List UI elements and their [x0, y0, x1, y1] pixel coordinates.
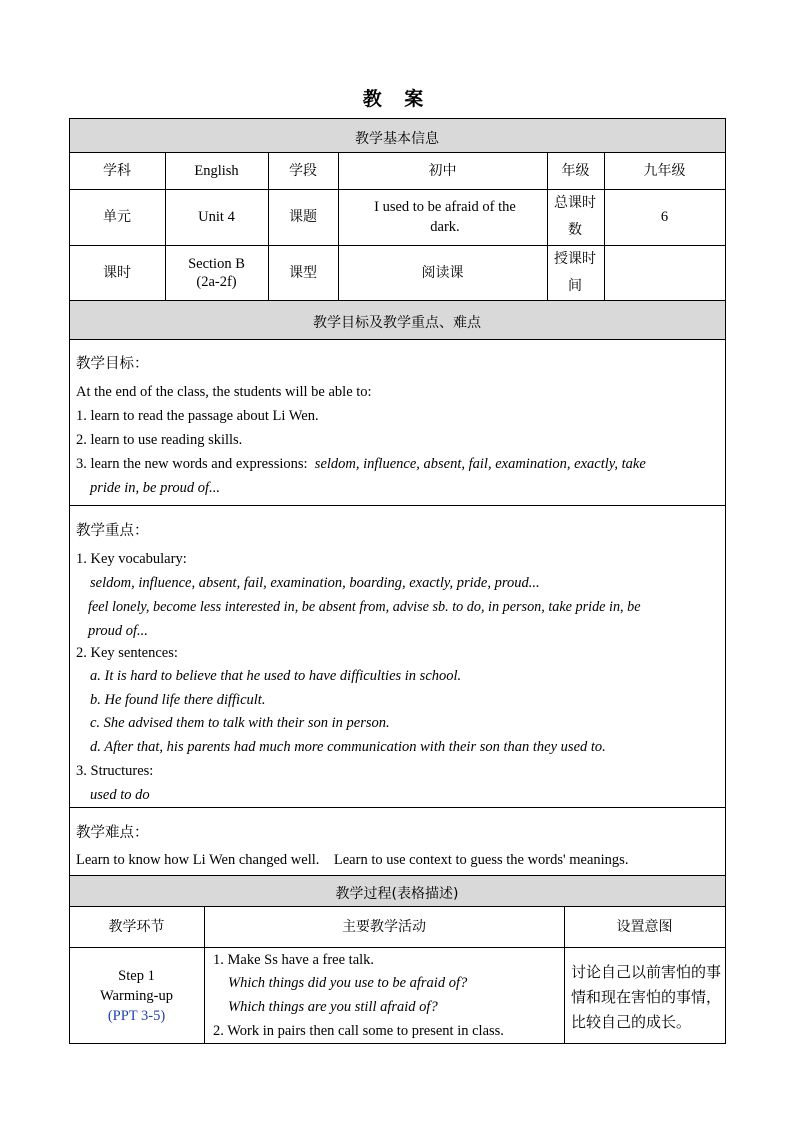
- objectives-heading: 教学目标：: [76, 356, 149, 372]
- value-subject: English: [194, 162, 239, 179]
- value-topic: I used to be afraid of the dark.: [374, 199, 516, 235]
- label-stage: 学段: [289, 162, 317, 179]
- intent-text: 讨论自己以前害怕的事情和现在害怕的事情，比较自己的成长。: [571, 963, 722, 1031]
- objective-item: 2. learn to use reading skills.: [76, 432, 243, 448]
- objective-item: [76, 456, 646, 473]
- label-teaching-time: 授课时间: [554, 250, 596, 294]
- key-vocab-line: seldom, influence, absent, fail, examination, boarding, exactly, pride, proud...: [90, 575, 540, 591]
- value-stage: 初中: [428, 162, 457, 179]
- difficulties-text: Learn to know how Li Wen changed well. Learn to use context to guess the words' meanings.: [76, 852, 629, 868]
- key-sentence: c. She advised them to talk with their son in person.: [90, 715, 390, 731]
- label-topic: 课题: [289, 209, 317, 225]
- value-unit: Unit 4: [198, 209, 235, 225]
- process-header: 教学过程(表格描述): [335, 886, 459, 902]
- key-points-heading: 教学重点：: [76, 523, 149, 539]
- key-sentence: a. It is hard to believe that he used to have difficulties in school.: [90, 668, 462, 684]
- column-header-stage: 教学环节: [108, 918, 165, 935]
- key-sentence: b. He found life there difficult.: [90, 692, 266, 708]
- activity-question: Which things are you still afraid of?: [228, 999, 438, 1015]
- value-period: Section B (2a-2f): [188, 255, 245, 290]
- structure-item: used to do: [90, 787, 150, 803]
- activity-item: 1. Make Ss have a free talk.: [213, 952, 375, 968]
- label-period: 课时: [103, 264, 131, 281]
- value-total-periods: 6: [660, 209, 669, 225]
- structures-label: 3. Structures:: [76, 763, 154, 779]
- step-name: Step 1: [118, 968, 155, 984]
- objective-item: 1. learn to read the passage about Li Wen.: [76, 408, 319, 424]
- activity-item: 2. Work in pairs then call some to present in class.: [213, 1023, 504, 1039]
- key-sentence: d. After that, his parents had much more communication with their son than they used to.: [90, 739, 606, 755]
- column-header-intent: 设置意图: [616, 918, 673, 935]
- value-grade: 九年级: [643, 162, 686, 179]
- key-vocab-line: feel lonely, become less interested in, be absent from, advise sb. to do, in person, take pride in, be: [88, 599, 641, 615]
- objective-item-3-words: seldom, influence, absent, fail, examination, exactly, take: [314, 456, 646, 472]
- step-stage: Warming-up: [100, 988, 173, 1004]
- value-lesson-type: 阅读课: [421, 264, 464, 281]
- label-subject: 学科: [103, 162, 131, 179]
- label-unit: 单元: [103, 209, 131, 225]
- label-lesson-type: 课型: [289, 264, 317, 281]
- document-title: 教 案: [362, 88, 432, 110]
- key-vocab-label: 1. Key vocabulary:: [76, 551, 187, 567]
- step-stage-cell: [69, 966, 204, 1026]
- label-grade: 年级: [561, 162, 590, 179]
- column-header-activities: 主要教学活动: [342, 918, 426, 935]
- objective-item-3-text: 3. learn the new words and expressions:: [76, 456, 308, 472]
- key-vocab-line: proud of...: [88, 623, 148, 639]
- label-total-periods: 总课时数: [554, 195, 596, 238]
- step-ppt: (PPT 3-5): [107, 1008, 166, 1024]
- activity-question: Which things did you use to be afraid of?: [228, 975, 468, 991]
- objectives-intro: At the end of the class, the students will be able to:: [76, 384, 372, 400]
- objective-item-3-words-cont: pride in, be proud of...: [90, 480, 220, 496]
- key-sentences-label: 2. Key sentences:: [76, 645, 178, 661]
- value-teaching-time: [604, 245, 725, 300]
- difficulties-heading: 教学难点：: [76, 825, 149, 841]
- basic-info-header: 教学基本信息: [355, 131, 439, 147]
- objectives-header: 教学目标及教学重点、难点: [313, 315, 481, 331]
